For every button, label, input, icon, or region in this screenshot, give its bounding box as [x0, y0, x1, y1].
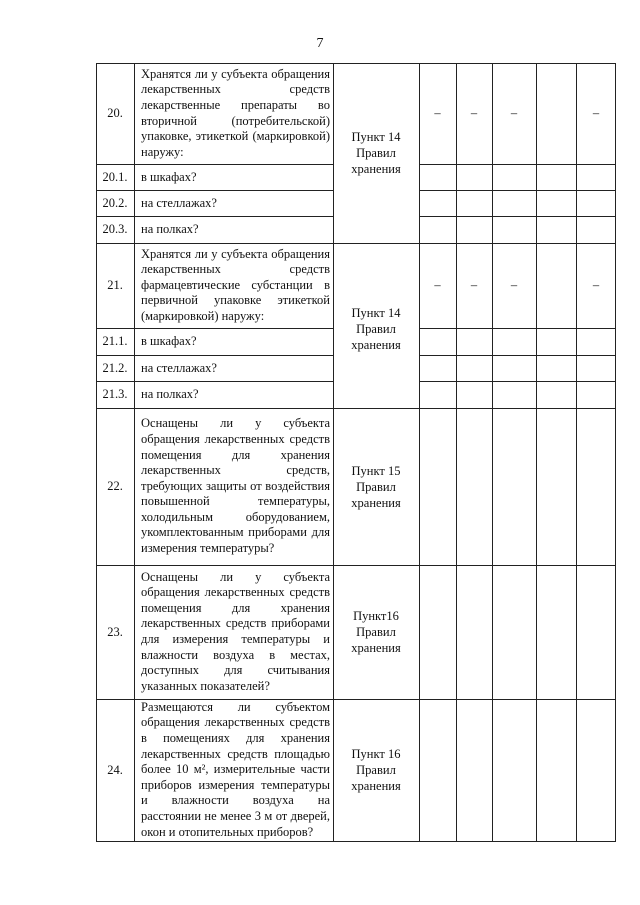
- col-line-7: [576, 63, 577, 842]
- status-mark: –: [592, 106, 600, 120]
- status-mark: –: [470, 278, 478, 292]
- rule-21-1-marks: [419, 328, 616, 329]
- question-text: Оснащены ли у субъекта обращения лекарственных средств помещения для хранения лекарственных средств, требующих защиты от воздействия повышенной температуры, холодильным оборудованием, укомплектованным приборами для измерения температуры?: [141, 416, 330, 556]
- row-number: 20.: [107, 106, 123, 120]
- col-line-8: [615, 63, 616, 842]
- status-mark: –: [434, 278, 441, 292]
- status-mark: –: [592, 278, 600, 292]
- status-mark: –: [510, 278, 518, 292]
- row-number: 21.3.: [102, 387, 128, 401]
- col-line-3: [419, 63, 420, 842]
- question-text: Оснащены ли у субъекта обращения лекарственных средств помещения для хранения лекарственных средств приборами для измерения температуры и влажности воздуха в местах, доступных для считывания указанных показателей?: [141, 569, 330, 693]
- rule-bottom: [96, 841, 616, 842]
- checklist-table: [96, 63, 616, 842]
- row-number: 23.: [107, 624, 123, 639]
- rule-20-2-marks: [419, 190, 616, 191]
- legal-reference: Пункт 15 Правил хранения: [351, 463, 401, 510]
- col-line-4: [456, 63, 457, 842]
- row-number: 21.1.: [102, 334, 128, 348]
- rule-20-3-marks: [419, 216, 616, 217]
- col-line-5: [492, 63, 493, 842]
- legal-reference: Пункт16 Правил хранения: [351, 609, 401, 655]
- legal-reference: Пункт 16 Правил хранения: [351, 747, 401, 793]
- col-line-6: [536, 63, 537, 842]
- row-number: 21.2.: [102, 360, 128, 375]
- question-text: Хранятся ли у субъекта обращения лекарственных средств лекарственные препараты во вторичной (потребительской) упаковке, этикеткой (маркировкой) наружу:: [141, 66, 330, 159]
- row-number: 20.2.: [102, 195, 128, 210]
- legal-reference: Пункт 14 Правил хранения: [351, 130, 401, 176]
- status-mark: –: [434, 106, 441, 120]
- row-number: 22.: [107, 479, 123, 493]
- row-number: 20.1.: [102, 169, 128, 184]
- question-text: Хранятся ли у субъекта обращения лекарственных средств фармацевтические субстанции в первичной упаковке этикеткой (маркировкой) наружу:: [141, 246, 330, 323]
- rule-20-1-marks: [419, 164, 616, 165]
- row-number: 20.3.: [102, 222, 128, 236]
- status-mark: –: [470, 106, 478, 120]
- row-number: 21.: [107, 278, 123, 292]
- row-number: 24.: [107, 762, 123, 777]
- question-text: на полках?: [141, 387, 199, 401]
- rule-21-2-marks: [419, 355, 616, 356]
- question-text: на стеллажах?: [141, 360, 217, 375]
- question-text: на полках?: [141, 222, 199, 236]
- rule-21-3-marks: [419, 381, 616, 382]
- legal-reference: Пункт 14 Правил хранения: [351, 306, 401, 352]
- question-text: Размещаются ли субъектом обращения лекарственных средств в помещениях для хранения лекарственных средств площадью более 10 м², измерительные части приборов измерения температуры и влажности воздуха на расстоянии не менее 3 м от дверей, окон и отопительных приборов?: [141, 699, 330, 839]
- question-text: в шкафах?: [141, 334, 197, 348]
- question-text: на стеллажах?: [141, 195, 217, 210]
- page-number: 7: [316, 36, 324, 51]
- status-mark: –: [510, 106, 518, 120]
- question-text: в шкафах?: [141, 169, 197, 184]
